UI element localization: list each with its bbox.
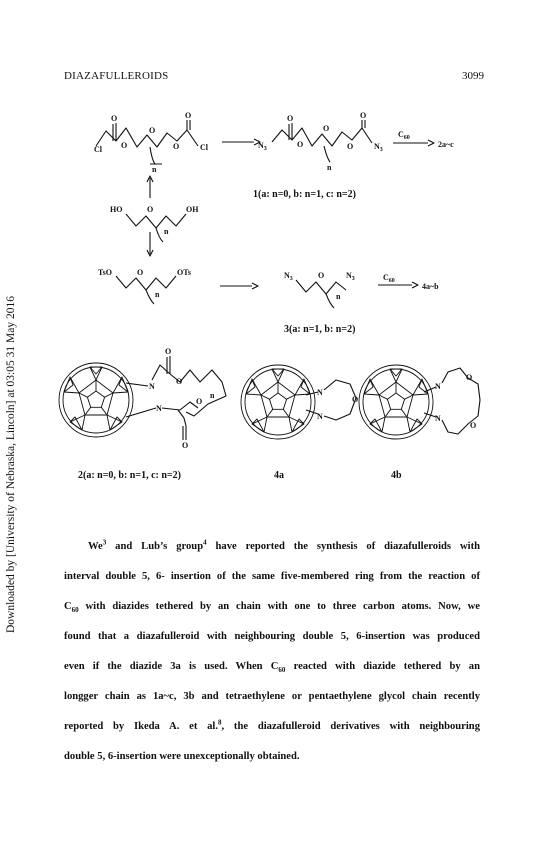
ether-o: O — [297, 140, 304, 149]
text-line: We$^3$ and Lub’s group$^4$ have reported the synthesis of diazafulleroids with — [88, 538, 480, 552]
repeat-n: n — [210, 391, 215, 400]
carbonyl-o: O — [182, 441, 189, 450]
n-atom: N — [435, 382, 441, 391]
text-line: found that a diazafulleroid with neighbouring double 5, 6-insertion was produced — [64, 631, 480, 642]
reagent-c60: $C_{60}$ — [398, 130, 410, 141]
repeat-n: n — [164, 227, 169, 236]
ether-o: O — [196, 397, 203, 406]
carbonyl-o: O — [185, 111, 192, 120]
citation-ref: 3 — [102, 538, 107, 547]
cl-atom-right: Cl — [200, 143, 208, 152]
tso-group: TsO — [98, 268, 112, 277]
repeat-n: n — [336, 292, 341, 301]
carbonyl-o: O — [360, 111, 367, 120]
ether-o: O — [176, 377, 183, 386]
repeat-n: n — [155, 290, 160, 299]
citation-ref: 4 — [203, 538, 207, 547]
text-line: double 5, 6-insertion were unexceptionally obtained. — [64, 751, 300, 762]
n-atom: N — [156, 404, 162, 413]
carbonyl-o: O — [287, 114, 294, 123]
ether-o: O — [323, 124, 330, 133]
text-line: reported by Ikeda A. et al.$^8$, the diazafulleroid derivatives with neighbouring — [64, 718, 480, 732]
n-atom: N — [317, 388, 323, 397]
repeat-n: n — [327, 163, 332, 172]
azide-n3: $N_3$ — [374, 142, 383, 153]
ots-group: OTs — [177, 268, 191, 277]
compound-3-label: 3(a: n=1, b: n=2) — [284, 324, 356, 335]
azide-n3: $N_3$ — [346, 271, 355, 282]
oh-group: OH — [186, 205, 199, 214]
text-line: even if the diazide 3a is used. When $C_{60}$ reacted with diazide tethered by an — [64, 661, 480, 675]
azide-n3: $N_3$ — [258, 141, 267, 152]
compound-2-caption: 2(a: n=0, b: n=1, c: n=2) — [78, 470, 181, 481]
reagent-c60: $C_{60}$ — [383, 273, 395, 284]
running-title: DIAZAFULLEROIDS — [64, 70, 169, 82]
compound-4b-caption: 4b — [391, 470, 402, 481]
ether-o: O — [173, 142, 180, 151]
ether-o: O — [470, 421, 477, 430]
ether-o: O — [147, 205, 154, 214]
ho-group: HO — [110, 205, 123, 214]
text-line: longger chain as 1a~c, 3b and tetraethylene or pentaethylene glycol chain recently — [64, 691, 480, 702]
text-line: interval double 5, 6- insertion of the same five-membered ring from the reaction of — [64, 571, 480, 582]
carbonyl-o: O — [165, 347, 172, 356]
product-structures — [0, 340, 548, 490]
carbonyl-o: O — [111, 114, 118, 123]
page-number: 3099 — [462, 70, 484, 82]
n-atom: N — [317, 412, 323, 421]
text-line: $C_{60}$ with diazides tethered by an chain with one to three carbon atoms. Now, we — [64, 601, 480, 615]
repeat-n: n — [152, 165, 157, 174]
ether-o: O — [466, 373, 473, 382]
reaction-scheme — [0, 0, 548, 340]
compound-1-label: 1(a: n=0, b: n=1, c: n=2) — [253, 189, 356, 200]
ether-o: O — [318, 271, 325, 280]
ether-o: O — [149, 126, 156, 135]
n-atom: N — [149, 382, 155, 391]
ether-o: O — [347, 142, 354, 151]
product-4-label: 4a~b — [422, 282, 439, 291]
citation-ref: 8 — [218, 718, 222, 727]
compound-4a-caption: 4a — [274, 470, 284, 481]
ether-o: O — [121, 141, 128, 150]
product-2-label: 2a~c — [438, 140, 454, 149]
download-watermark-text: Downloaded by [University of Nebraska, Lincoln] at 03:05 31 May 2016 — [5, 296, 17, 633]
azide-n3: $N_3$ — [284, 271, 293, 282]
ether-o: O — [137, 268, 144, 277]
ether-o: O — [352, 395, 359, 404]
cl-atom-left: Cl — [94, 145, 102, 154]
n-atom: N — [435, 414, 441, 423]
